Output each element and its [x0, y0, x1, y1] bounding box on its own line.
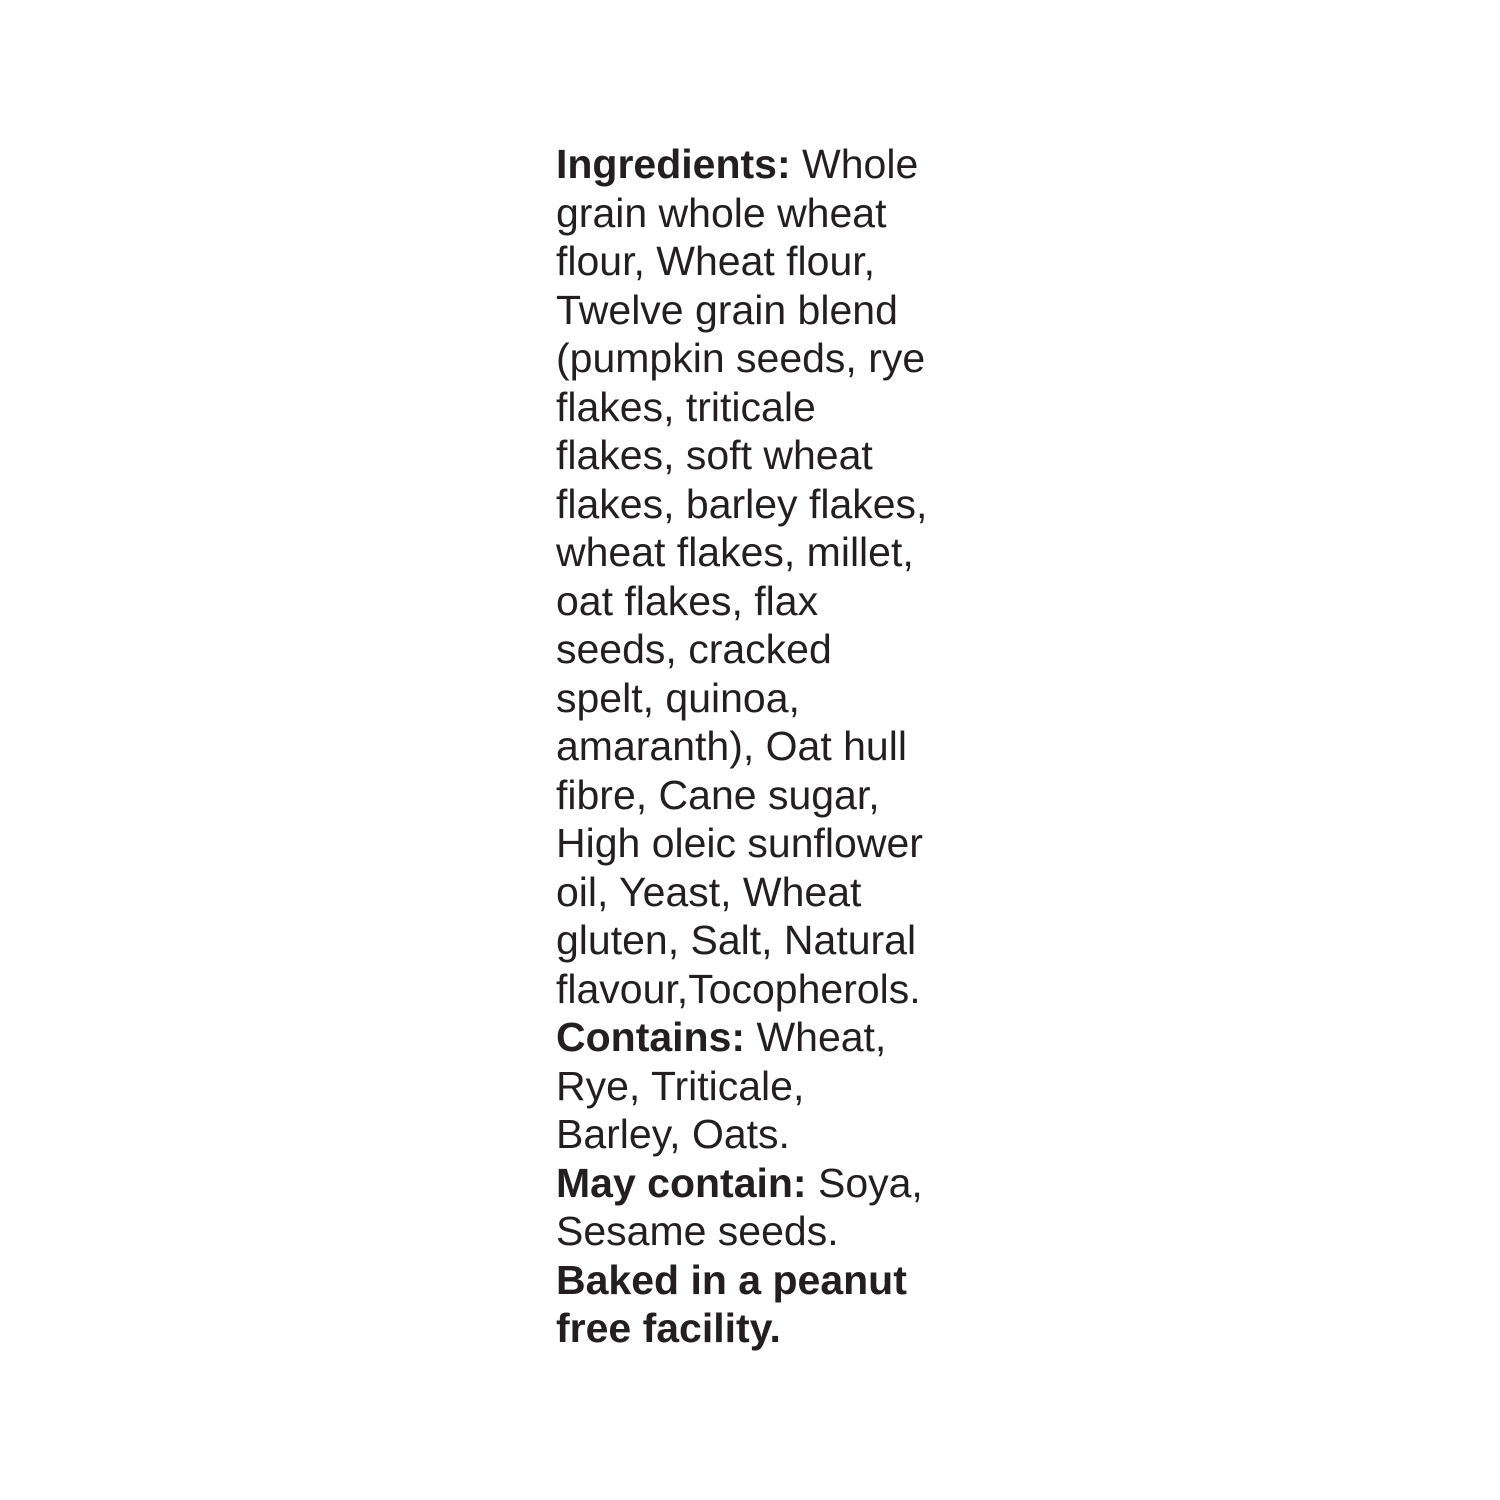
contains-heading: Contains: — [556, 1014, 746, 1060]
ingredients-line: wheat flakes, millet, — [556, 529, 914, 575]
ingredients-line: oat flakes, flax — [556, 577, 819, 624]
ingredients-line: oil, Yeast, Wheat — [556, 868, 862, 915]
ingredients-line: flakes, triticale — [556, 383, 816, 430]
ingredients-line: grain whole wheat — [556, 189, 887, 236]
ingredients-line: (pumpkin seeds, rye — [556, 335, 926, 381]
facility-statement-line: free facility. — [556, 1305, 781, 1351]
ingredients-line: High oleic sunflower — [556, 820, 923, 866]
facility-statement-line: Baked in a peanut — [556, 1256, 907, 1303]
ingredients-line: amaranth), Oat hull — [556, 723, 907, 769]
contains-section — [556, 1013, 956, 1159]
ingredients-line: flavour,Tocopherols. — [556, 965, 921, 1012]
ingredients-line: flour, Wheat flour, — [556, 238, 876, 284]
ingredients-heading: Ingredients: — [556, 141, 791, 187]
ingredients-line: flakes, barley flakes, — [556, 480, 928, 527]
ingredients-line: seeds, cracked — [556, 626, 832, 672]
ingredients-line: flakes, soft wheat — [556, 432, 873, 478]
ingredients-line: fibre, Cane sugar, — [556, 771, 880, 818]
may-contain-line: Sesame seeds. — [556, 1208, 839, 1254]
ingredient-label — [556, 140, 956, 1353]
may-contain-section — [556, 1159, 956, 1256]
contains-line: Rye, Triticale, — [556, 1062, 805, 1109]
may-contain-text: Soya, — [806, 1159, 923, 1206]
contains-text: Wheat, — [745, 1014, 887, 1060]
ingredients-section — [556, 140, 956, 1013]
ingredients-line — [556, 140, 956, 189]
ingredients-text: Whole — [790, 141, 919, 187]
ingredients-line: spelt, quinoa, — [556, 674, 800, 721]
contains-line: Barley, Oats. — [556, 1111, 790, 1157]
may-contain-heading: May contain: — [556, 1159, 807, 1206]
may-contain-line — [556, 1159, 956, 1208]
contains-line — [556, 1013, 956, 1062]
ingredients-line: gluten, Salt, Natural — [556, 917, 917, 963]
facility-statement — [556, 1256, 956, 1353]
ingredients-line: Twelve grain blend — [556, 286, 898, 333]
